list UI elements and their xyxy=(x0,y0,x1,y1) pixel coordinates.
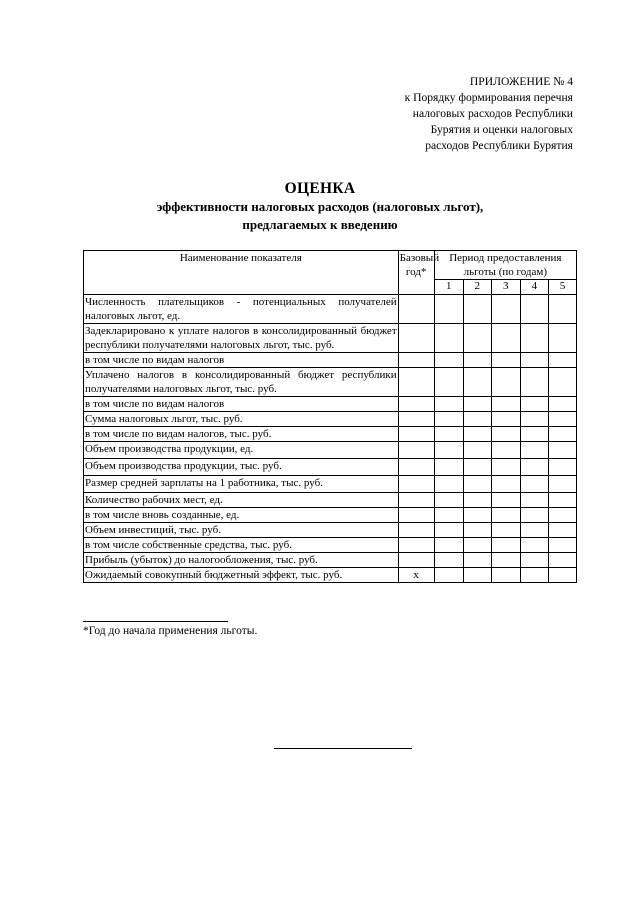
year-cell xyxy=(520,493,548,508)
year-cell xyxy=(463,412,491,427)
year-cell xyxy=(463,324,491,353)
base-year-cell xyxy=(398,324,434,353)
year-cell xyxy=(434,397,463,412)
year-cell xyxy=(548,442,576,459)
year-cell xyxy=(434,412,463,427)
year-cell xyxy=(491,353,520,368)
year-cell xyxy=(491,568,520,583)
table-row xyxy=(84,476,577,493)
base-year-cell xyxy=(398,353,434,368)
base-year-cell xyxy=(398,397,434,412)
header-year-1: 1 xyxy=(434,280,463,295)
year-cell xyxy=(548,508,576,523)
year-cell xyxy=(548,427,576,442)
year-cell xyxy=(491,459,520,476)
year-cell xyxy=(434,459,463,476)
year-cell xyxy=(463,427,491,442)
year-cell xyxy=(548,568,576,583)
year-cell xyxy=(548,324,576,353)
year-cell xyxy=(463,397,491,412)
footnote-divider xyxy=(83,621,228,622)
year-cell xyxy=(548,538,576,553)
row-label: в том числе вновь созданные, ед. xyxy=(84,508,399,523)
base-year-cell xyxy=(398,412,434,427)
table-row xyxy=(84,368,577,397)
table-row xyxy=(84,508,577,523)
year-cell xyxy=(491,442,520,459)
year-cell xyxy=(520,368,548,397)
table-row xyxy=(84,493,577,508)
row-label: Объем инвестиций, тыс. руб. xyxy=(84,523,399,538)
appendix-line: налоговых расходов Республики xyxy=(412,107,573,120)
year-cell xyxy=(434,553,463,568)
table-row xyxy=(84,568,577,583)
table-row xyxy=(84,538,577,553)
year-cell xyxy=(520,476,548,493)
year-cell xyxy=(548,412,576,427)
year-cell xyxy=(463,295,491,324)
base-year-cell xyxy=(398,538,434,553)
row-label: в том числе по видам налогов xyxy=(84,353,399,368)
title-subheading: эффективности налоговых расходов (налоговых льгот), xyxy=(156,199,484,214)
year-cell xyxy=(434,295,463,324)
year-cell xyxy=(548,553,576,568)
year-cell xyxy=(548,476,576,493)
base-year-cell xyxy=(398,553,434,568)
year-cell xyxy=(520,568,548,583)
year-cell xyxy=(520,553,548,568)
year-cell xyxy=(434,353,463,368)
appendix-line: Бурятия и оценки налоговых xyxy=(430,123,573,136)
table-row xyxy=(84,459,577,476)
year-cell xyxy=(491,553,520,568)
year-cell xyxy=(520,459,548,476)
title-heading: ОЦЕНКА xyxy=(284,180,356,197)
header-year-4: 4 xyxy=(520,280,548,295)
year-cell xyxy=(434,568,463,583)
year-cell xyxy=(434,493,463,508)
year-cell xyxy=(434,476,463,493)
year-cell xyxy=(463,353,491,368)
year-cell xyxy=(520,442,548,459)
row-label: Объем производства продукции, тыс. руб. xyxy=(84,459,399,476)
base-year-cell xyxy=(398,493,434,508)
year-cell xyxy=(548,295,576,324)
year-cell xyxy=(548,397,576,412)
year-cell xyxy=(463,508,491,523)
year-cell xyxy=(491,427,520,442)
table-row xyxy=(84,324,577,353)
year-cell xyxy=(491,523,520,538)
row-label: Уплачено налогов в консолидированный бюджет республики получателями налоговых льгот, тыс. руб. xyxy=(85,369,397,395)
year-cell xyxy=(463,442,491,459)
year-cell xyxy=(520,508,548,523)
year-cell xyxy=(463,476,491,493)
year-cell xyxy=(520,397,548,412)
year-cell xyxy=(491,295,520,324)
base-year-cell xyxy=(398,442,434,459)
year-cell xyxy=(548,353,576,368)
row-label: Объем производства продукции, ед. xyxy=(84,442,399,459)
year-cell xyxy=(491,412,520,427)
header-indicator-name: Наименование показателя xyxy=(84,251,399,295)
year-cell xyxy=(491,538,520,553)
row-label: Прибыль (убыток) до налогообложения, тыс. руб. xyxy=(84,553,399,568)
row-label: Сумма налоговых льгот, тыс. руб. xyxy=(84,412,399,427)
base-year-cell xyxy=(398,459,434,476)
year-cell xyxy=(463,459,491,476)
header-year-2: 2 xyxy=(463,280,491,295)
table-row xyxy=(84,427,577,442)
year-cell xyxy=(463,493,491,508)
year-cell xyxy=(434,508,463,523)
table-row xyxy=(84,412,577,427)
base-year-cell xyxy=(398,508,434,523)
table-row xyxy=(84,523,577,538)
header-year-5: 5 xyxy=(548,280,576,295)
row-label: в том числе по видам налогов xyxy=(84,397,399,412)
year-cell xyxy=(491,368,520,397)
base-year-cell xyxy=(398,368,434,397)
header-base-year: Базовый год* xyxy=(398,251,434,295)
year-cell xyxy=(434,538,463,553)
year-cell xyxy=(520,295,548,324)
year-cell xyxy=(548,523,576,538)
year-cell xyxy=(520,324,548,353)
appendix-block xyxy=(360,74,573,154)
row-label: Ожидаемый совокупный бюджетный эффект, тыс. руб. xyxy=(84,568,399,583)
row-label: Задекларировано к уплате налогов в консолидированный бюджет республики получателями налоговых льгот, тыс. руб. xyxy=(85,325,397,351)
year-cell xyxy=(434,427,463,442)
base-year-cell xyxy=(398,476,434,493)
year-cell xyxy=(463,523,491,538)
base-year-cell xyxy=(398,295,434,324)
table-row xyxy=(84,397,577,412)
year-cell xyxy=(463,368,491,397)
base-year-cell xyxy=(398,427,434,442)
year-cell xyxy=(548,493,576,508)
header-period: Период предоставления льготы (по годам) xyxy=(434,251,576,280)
year-cell xyxy=(520,427,548,442)
year-cell xyxy=(463,538,491,553)
table-row xyxy=(84,353,577,368)
document-title xyxy=(0,180,640,234)
year-cell xyxy=(434,324,463,353)
year-cell xyxy=(548,368,576,397)
table-row xyxy=(84,295,577,324)
year-cell xyxy=(520,412,548,427)
year-cell xyxy=(491,493,520,508)
year-cell xyxy=(463,568,491,583)
year-cell xyxy=(434,368,463,397)
base-year-cell: х xyxy=(398,568,434,583)
row-label: Численность плательщиков - потенциальных получателей налоговых льгот, ед. xyxy=(85,296,397,322)
table-row xyxy=(84,442,577,459)
title-subheading-2: предлагаемых к введению xyxy=(242,217,398,232)
row-label: Количество рабочих мест, ед. xyxy=(84,493,399,508)
year-cell xyxy=(491,397,520,412)
appendix-title: ПРИЛОЖЕНИЕ № 4 xyxy=(469,75,573,88)
document-end-line xyxy=(274,748,412,749)
year-cell xyxy=(463,553,491,568)
year-cell xyxy=(491,476,520,493)
year-cell xyxy=(520,523,548,538)
header-year-3: 3 xyxy=(491,280,520,295)
year-cell xyxy=(491,324,520,353)
indicators-table xyxy=(83,250,577,583)
appendix-line: расходов Республики Бурятия xyxy=(425,139,573,152)
row-label: в том числе собственные средства, тыс. руб. xyxy=(84,538,399,553)
row-label: Размер средней зарплаты на 1 работника, тыс. руб. xyxy=(84,476,399,493)
base-year-cell xyxy=(398,523,434,538)
table-row xyxy=(84,553,577,568)
year-cell xyxy=(548,459,576,476)
year-cell xyxy=(434,523,463,538)
row-label: в том числе по видам налогов, тыс. руб. xyxy=(84,427,399,442)
year-cell xyxy=(520,538,548,553)
year-cell xyxy=(520,353,548,368)
footnote: *Год до начала применения льготы. xyxy=(83,625,258,637)
year-cell xyxy=(491,508,520,523)
year-cell xyxy=(434,442,463,459)
appendix-line: к Порядку формирования перечня xyxy=(404,91,573,104)
